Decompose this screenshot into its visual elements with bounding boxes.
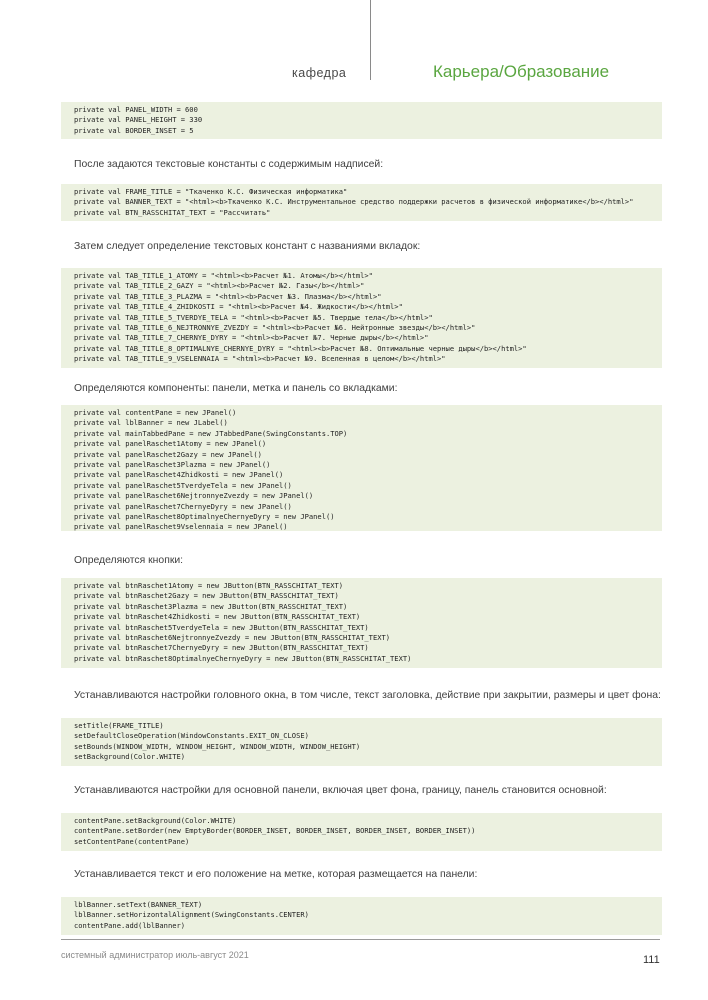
code-line: private val btnRaschet5TverdyeTela = new JButton(BTN_RASSCHITAT_TEXT) <box>74 622 369 632</box>
code-block <box>61 813 662 851</box>
code-line: private val btnRaschet6NejtronnyeZvezdy = new JButton(BTN_RASSCHITAT_TEXT) <box>74 633 391 643</box>
code-line: private val TAB_TITLE_9_VSELENNAIA = "<html><b>Расчет №9. Вселенная в целом</b></html>" <box>74 354 446 364</box>
code-line: setBackground(Color.WHITE) <box>74 752 186 762</box>
paragraph-text: Устанавливаются настройки для основной панели, включая цвет фона, границу, панель становится основной: <box>74 785 607 796</box>
code-line: private val TAB_TITLE_1_ATOMY = "<html><b>Расчет №1. Атомы</b></html>" <box>74 271 373 280</box>
code-line: private val mainTabbedPane = new JTabbedPane(SwingConstants.TOP) <box>74 428 348 438</box>
code-block <box>61 718 662 766</box>
code-line: private val PANEL_HEIGHT = 330 <box>74 115 203 125</box>
code-block <box>61 405 662 531</box>
page-number: 111 <box>643 954 660 966</box>
paragraph-text: Определяются компоненты: панели, метка и панель со вкладками: <box>74 383 398 394</box>
code-line: private val panelRaschet8OptimalnyeChernyeDyry = new JPanel() <box>74 512 335 522</box>
code-line: private val TAB_TITLE_5_TVERDYE_TELA = "<html><b>Расчет №5. Твердые тела</b></html>" <box>74 312 433 322</box>
code-line: setTitle(FRAME_TITLE) <box>74 721 164 730</box>
header-section: кафедра <box>292 66 347 80</box>
code-block <box>61 184 662 221</box>
code-line: private val panelRaschet3Plazma = new JPanel() <box>74 460 271 470</box>
code-line: contentPane.setBackground(Color.WHITE) <box>74 816 237 825</box>
code-line: private val BORDER_INSET = 5 <box>74 125 194 135</box>
code-line: private val PANEL_WIDTH = 600 <box>74 105 198 114</box>
code-line: private val BTN_RASSCHITAT_TEXT = "Рассчитать" <box>74 207 271 217</box>
code-line: private val TAB_TITLE_2_GAZY = "<html><b>Расчет №2. Газы</b></html>" <box>74 281 365 291</box>
paragraph-text: Устанавливаются настройки головного окна, в том числе, текст заголовка, действие при закрытии, размеры и цвет фона: <box>74 690 661 701</box>
code-line: private val panelRaschet4Zhidkosti = new JPanel() <box>74 470 284 480</box>
code-line: private val btnRaschet1Atomy = new JButton(BTN_RASSCHITAT_TEXT) <box>74 581 344 590</box>
paragraph-text: Устанавливается текст и его положение на метке, которая размещается на панели: <box>74 869 478 880</box>
code-line: private val panelRaschet1Atomy = new JPanel() <box>74 439 267 449</box>
code-line: private val FRAME_TITLE = "Ткаченко К.С. Физическая информатика" <box>74 187 348 196</box>
code-line: private val panelRaschet2Gazy = new JPanel() <box>74 449 262 459</box>
paragraph-text: Определяются кнопки: <box>74 555 184 566</box>
code-line: private val panelRaschet7ChernyeDyry = new JPanel() <box>74 501 292 511</box>
footer-divider-line <box>61 939 660 940</box>
code-line: private val TAB_TITLE_6_NEJTRONNYE_ZVEZDY = "<html><b>Расчет №6. Нейтронные звезды</b></html>" <box>74 323 476 333</box>
code-line: private val btnRaschet8OptimalnyeChernyeDyry = new JButton(BTN_RASSCHITAT_TEXT) <box>74 653 412 663</box>
code-line: private val contentPane = new JPanel() <box>74 408 237 417</box>
code-line: setDefaultCloseOperation(WindowConstants.EXIT_ON_CLOSE) <box>74 731 309 741</box>
code-line: setContentPane(contentPane) <box>74 836 190 846</box>
footer-magazine-info: системный администратор июль-август 2021 <box>61 950 249 960</box>
code-block <box>61 102 662 139</box>
code-block <box>61 268 662 368</box>
paragraph-text: Затем следует определение текстовых констант с названиями вкладок: <box>74 241 421 252</box>
code-line: contentPane.setBorder(new EmptyBorder(BORDER_INSET, BORDER_INSET, BORDER_INSET, BORDER_INSET)) <box>74 826 476 836</box>
code-line: private val btnRaschet3Plazma = new JButton(BTN_RASSCHITAT_TEXT) <box>74 601 348 611</box>
code-line: lblBanner.setText(BANNER_TEXT) <box>74 900 203 909</box>
code-line: lblBanner.setHorizontalAlignment(SwingConstants.CENTER) <box>74 910 309 920</box>
code-block <box>61 578 662 668</box>
code-line: contentPane.add(lblBanner) <box>74 920 186 930</box>
code-line: private val btnRaschet2Gazy = new JButton(BTN_RASSCHITAT_TEXT) <box>74 591 339 601</box>
header-rubric: Карьера/Образование <box>433 62 610 81</box>
code-line: private val BANNER_TEXT = "<html><b>Ткаченко К.С. Инструментальное средство поддержки расчетов в физической информатике</b></html>" <box>74 197 634 207</box>
code-line: private val panelRaschet6NejtronnyeZvezdy = new JPanel() <box>74 491 314 501</box>
code-line: private val panelRaschet9Vselennaia = new JPanel() <box>74 522 288 531</box>
code-line: private val TAB_TITLE_8_OPTIMALNYE_CHERNYE_DYRY = "<html><b>Расчет №8. Оптимальные черные дыры</b></html>" <box>74 343 527 353</box>
code-block <box>61 897 662 935</box>
code-line: private val TAB_TITLE_3_PLAZMA = "<html><b>Расчет №3. Плазма</b></html>" <box>74 291 382 301</box>
header-divider-line <box>370 0 371 80</box>
code-line: private val btnRaschet7ChernyeDyry = new JButton(BTN_RASSCHITAT_TEXT) <box>74 643 369 653</box>
code-line: private val TAB_TITLE_4_ZHIDKOSTI = "<html><b>Расчет №4. Жидкости</b></html>" <box>74 302 403 312</box>
paragraph-text: После задаются текстовые константы с содержимым надписей: <box>74 159 384 170</box>
code-line: private val btnRaschet4Zhidkosti = new JButton(BTN_RASSCHITAT_TEXT) <box>74 612 361 622</box>
code-line: private val lblBanner = new JLabel() <box>74 418 228 428</box>
code-line: private val TAB_TITLE_7_CHERNYE_DYRY = "<html><b>Расчет №7. Черные дыры</b></html>" <box>74 333 429 343</box>
code-line: setBounds(WINDOW_WIDTH, WINDOW_HEIGHT, WINDOW_WIDTH, WINDOW_HEIGHT) <box>74 741 361 751</box>
code-line: private val panelRaschet5TverdyeTela = new JPanel() <box>74 480 292 490</box>
